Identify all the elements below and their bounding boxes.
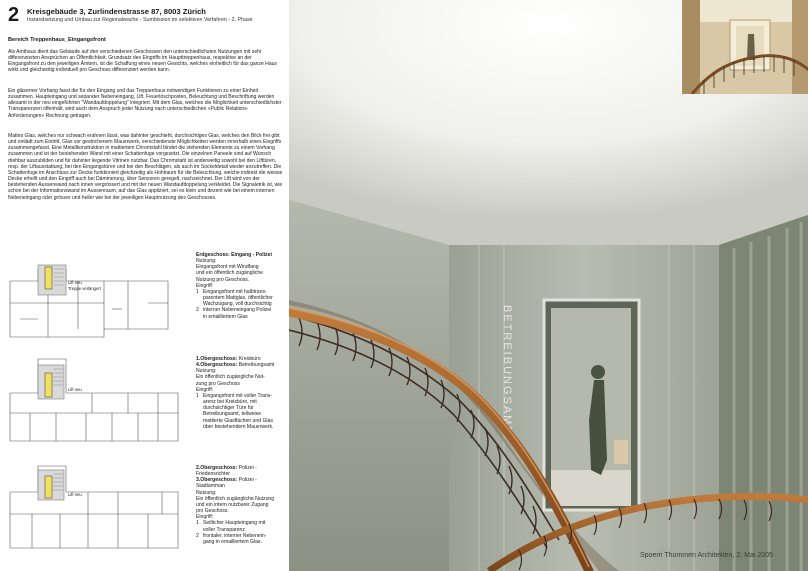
floor-heading-cont: Stadtamman bbox=[196, 483, 225, 490]
floor-plan-drawing bbox=[8, 355, 180, 445]
project-subtitle: Instandsetzung und Umbau zur Regionalwache - Sumbission im selektiven Verfahren - 2. Phase bbox=[27, 17, 253, 23]
floor-heading-label: 1.Obergeschoss: bbox=[196, 356, 238, 362]
architect-credit: Spoerri Thommen Architekten, 2. Mai 2005 bbox=[640, 552, 773, 559]
description-item bbox=[196, 307, 282, 319]
description-line: Nutzung: bbox=[196, 258, 217, 265]
floor-heading-text: Polizei - bbox=[237, 465, 257, 471]
plan-label: Lift neu bbox=[68, 280, 82, 285]
description-item bbox=[196, 289, 282, 307]
description-line: zung pro Geschoss bbox=[196, 380, 240, 387]
description-line: und ein öffentlich zugängliche bbox=[196, 270, 264, 277]
description-line: Ein öffentlich zugängliche Nutzung bbox=[196, 495, 275, 502]
description-line: Ein öffentlich zugängliche Nut- bbox=[196, 374, 265, 381]
floor-heading-label: 4.Obergeschoss: bbox=[196, 362, 238, 369]
description-item bbox=[196, 520, 282, 532]
plan-label: Lift neu bbox=[68, 492, 82, 497]
item-line: Betreibungsamt, teilweise bbox=[203, 411, 262, 418]
item-text bbox=[203, 289, 273, 307]
description-line: pro Geschoss. bbox=[196, 508, 229, 515]
body-paragraph: Ein gläserner Vorhang fasst die für den Eingang und das Treppenhaus notwendigen Funktionen zu einer Einheit zusammen. Haupteingang und separater Nebeneingang, Lift, Feuerlöschposten, Beleuchtung und Beschriftung werden allesamt in der neu eingeführten "Wandaufdoppelung" integriert. Mit dem Glas, welches die Möglichkeit unterschiedlichster Transparenzen offenhält, wird auch dem Anspruch jeder Nutzung nach unterschiedlichen «Public Relations-Anforderungen» Rechnung getragen. bbox=[8, 88, 282, 119]
item-line: interner Nebeneingang Polizei bbox=[203, 307, 272, 314]
description-line: Eingriff: bbox=[196, 282, 214, 289]
sheet-number: 2 bbox=[8, 4, 20, 26]
floor-heading: Erdgeschoss: Eingang - Polizei bbox=[196, 252, 272, 258]
item-number: 1 bbox=[196, 520, 199, 527]
item-line: durchsichtiger Türe für bbox=[203, 405, 254, 412]
description-line: Nutzung: bbox=[196, 368, 217, 375]
floor-description-second bbox=[196, 465, 282, 545]
floor-plan-first bbox=[8, 355, 180, 445]
description-line: Nutzung: bbox=[196, 489, 217, 496]
description-line: und ein intern nutzbarer Zugang bbox=[196, 501, 269, 508]
item-line: Seitlicher Haupteingang mit bbox=[203, 520, 266, 527]
glass-lettering: BETREIBUNGSAMT bbox=[501, 305, 513, 436]
floor-plan-second bbox=[8, 462, 180, 552]
floor-heading-text: Polizei - bbox=[237, 477, 257, 484]
project-title: Kreisgebäude 3, Zurlindenstrasse 87, 8003 Zürich bbox=[27, 7, 206, 16]
floor-plan-drawing bbox=[8, 259, 180, 339]
description-line: Eingriff: bbox=[196, 514, 214, 521]
plan-label: Treppe verlängert bbox=[68, 286, 101, 291]
plan-label: Lift neu bbox=[68, 387, 82, 392]
existing-stair-photo bbox=[681, 0, 808, 94]
item-line: Wachzugang, voll durchsichtig bbox=[203, 301, 272, 308]
floor-heading-text: Kreisbüro bbox=[237, 356, 261, 362]
item-number: 1 bbox=[196, 288, 199, 295]
floor-plan-drawing bbox=[8, 462, 180, 552]
body-paragraph: Als Amthaus dient das Gebäude auf den verschiedenen Geschossen den unterschiedlichsten Nutzungen mit sehr differenzierten Ansprüchen an Öffentlichkeit. Grundsatz des Eingriffs im Haupttreppenhaus, respektive an der Eingangsfront zu den jeweiligen Ämtern, ist die Schaffung eines neuen Gesichts, welches einheitlich für das ganze Haus wirkt und gleichzeitig individuell pro Geschoss differenziert werden kann. bbox=[8, 49, 277, 74]
description-line: Eingriff: bbox=[196, 386, 214, 393]
item-text bbox=[203, 520, 265, 532]
floor-plan-ground bbox=[8, 259, 180, 339]
item-text bbox=[203, 533, 266, 545]
item-line: mattierte Glasflächen und Glas bbox=[203, 417, 273, 424]
item-number: 1 bbox=[196, 392, 199, 399]
item-line: arenz bei Kreisbüro, mit bbox=[203, 399, 257, 406]
section-heading: Bereich Treppenhaus_Eingangsfront bbox=[8, 37, 106, 43]
floor-heading-text: Betreibungsamt bbox=[237, 362, 275, 369]
description-line: Eingangsfront mit Windfang bbox=[196, 264, 259, 271]
item-line: Eingangsfront mit halbtrans- bbox=[203, 288, 267, 295]
item-number: 2 bbox=[196, 532, 199, 539]
item-line: in emailliertem Glas bbox=[203, 313, 248, 320]
floor-heading-cont: Friedensrichter bbox=[196, 471, 230, 478]
item-line: Eingangsfront mit voller Trans- bbox=[203, 392, 273, 399]
item-number: 2 bbox=[196, 307, 199, 314]
existing-stair-photo-image bbox=[682, 0, 808, 94]
item-line: voller Transparenz bbox=[203, 526, 245, 533]
item-line: gang in emailliertem Glas. bbox=[203, 538, 262, 545]
item-line: parentem Mattglas, öffentlicher bbox=[203, 295, 273, 302]
item-text bbox=[203, 307, 271, 319]
floor-heading-label: 3.Obergeschoss: bbox=[196, 477, 238, 484]
item-text bbox=[203, 393, 274, 430]
item-line: frontaler, interner Nebenein- bbox=[203, 532, 267, 539]
floor-heading-label: 2.Obergeschoss: bbox=[196, 465, 238, 471]
description-line: Nutzung pro Geschoss. bbox=[196, 276, 250, 283]
description-item bbox=[196, 393, 282, 430]
floor-description-first bbox=[196, 356, 282, 430]
body-paragraph: Mattes Glas, welches nur schwach erahnen lässt, was dahinter geschieht, durchsichtiges Glas, welches den Blick frei gibt und einlädt zum Eintritt, Glas vor gestrichenem Mauerwerk, verschiedenste Möglichkeiten werden innerhalb eines Eingriffs zusammengefasst. Eine Metallkonstruktion in mattiertem Chromstahl bindet die stehenden Elemente zu einem Vorhang zusammen und ist der bestehenden Wand mit einer Schattenfuge vorgesetzt. Die einzelnen Paneele sind auf Wunsch drehbar auszubilden und für dahinter liegende Vitrinen nutzbar. Das Chromstahl ist anderweitig sowohl bei den Lifttüren, resp. der Liftausstattung, bei den Eingangstüren und bei den Beschlägen, als auch im Sockeldetail wieder anzutreffen. Die Schattenfuge im Anschluss zur Decke funktioniert gleichzeitig als Hohlraum für die Beleuchtung, welche indirekt die weisse Decke erhellt und den Eingriff auch bei Dämmerung, über Sensoren geregelt, nachzeichnet. Der Lift wird von der bestehenden Aussenwand nach innen vergrössert und mit der neuen Wandaufdoppelung verkleidet. Die Signaletrik ist, wie schon bei der Informationswand im Aussenraum, auf das Glas appliziert, sei es klein und dezent wie bei einem internen Nebeneingang oder grösser und heller wie bei der jeweiligen Hauptnutzung des Geschosses. bbox=[8, 133, 283, 201]
floor-description-ground bbox=[196, 252, 282, 320]
description-item bbox=[196, 533, 282, 545]
item-line: über bestehendem Mauerwerk. bbox=[203, 423, 274, 430]
